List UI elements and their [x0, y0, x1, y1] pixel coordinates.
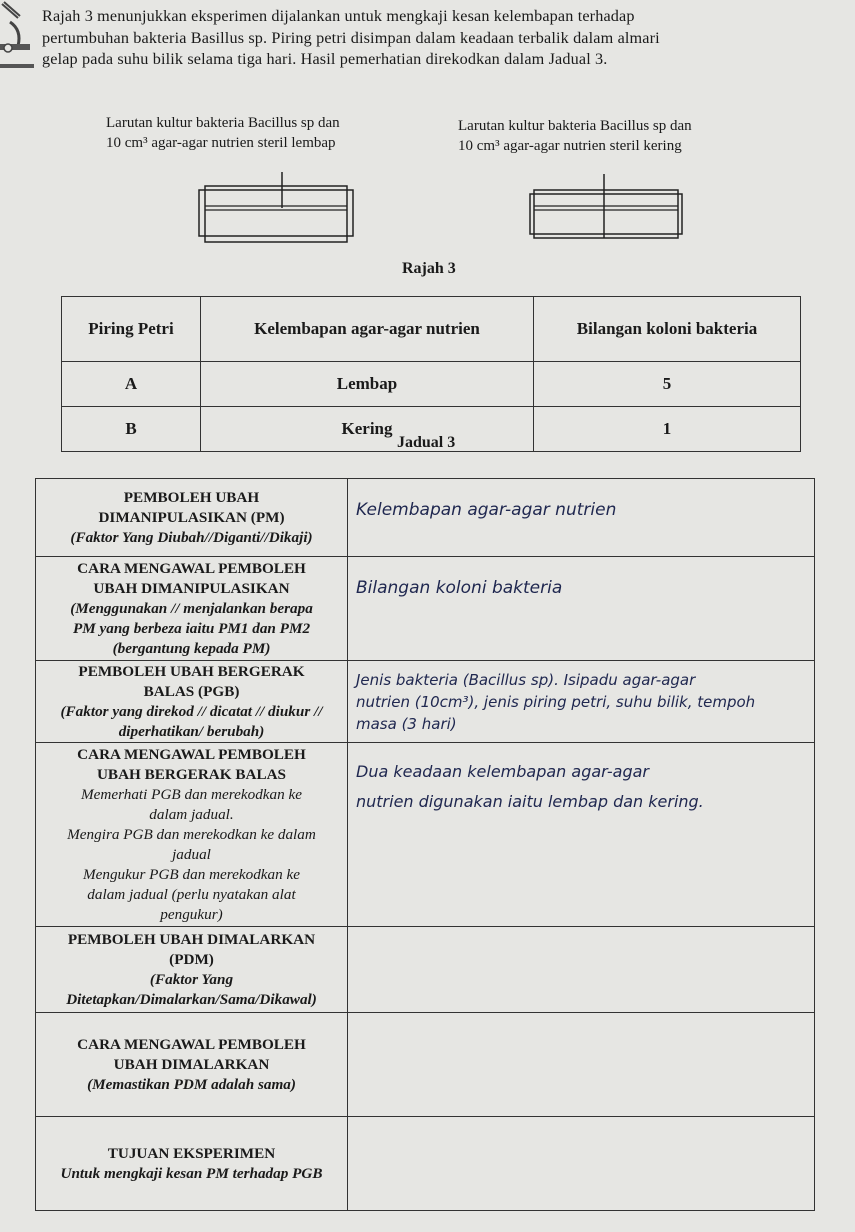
pm-method-answer[interactable]: Bilangan koloni bakteria — [348, 557, 815, 661]
pdm-method-label: CARA MENGAWAL PEMBOLEH UBAH DIMALARKAN (Memastikan PDM adalah sama) — [36, 1013, 348, 1117]
petri-dish-a-icon — [196, 168, 356, 246]
intro-line: pertumbuhan bakteria Basillus sp. Piring petri disimpan dalam keadaan terbalik dalam almari — [42, 28, 660, 47]
table-cell: A — [62, 362, 201, 407]
figure-title: Rajah 3 — [402, 260, 456, 277]
results-table — [61, 296, 801, 452]
pdm-answer[interactable] — [348, 927, 815, 1013]
intro-paragraph — [42, 6, 832, 71]
table-row — [62, 362, 801, 407]
table-row — [36, 1117, 815, 1211]
pgb-method-label: CARA MENGAWAL PEMBOLEH UBAH BERGERAK BALAS Memerhati PGB dan merekodkan ke dalam jadual. Mengira PGB dan merekodkan ke dalam jadual Mengukur PGB dan merekodkan ke dalam jadual (perlu nyatakan alat pengukur) — [36, 743, 348, 927]
intro-line: gelap pada suhu bilik selama tiga hari. Hasil pemerhatian direkodkan dalam Jadual 3. — [42, 50, 608, 68]
pm-answer[interactable]: Kelembapan agar-agar nutrien — [348, 479, 815, 557]
table-row — [36, 927, 815, 1013]
pdm-method-answer[interactable] — [348, 1013, 815, 1117]
table-cell: Lembap — [201, 362, 534, 407]
table-row — [36, 557, 815, 661]
table-row — [36, 661, 815, 743]
aim-answer[interactable] — [348, 1117, 815, 1211]
table-row — [36, 743, 815, 927]
pm-label: PEMBOLEH UBAH DIMANIPULASIKAN (PM) (Faktor Yang Diubah//Diganti//Dikaji) — [36, 479, 348, 557]
left-dish-caption: Larutan kultur bakteria Bacillus sp dan 10 cm³ agar-agar nutrien steril lembap — [106, 115, 340, 151]
table-header-row — [62, 297, 801, 362]
pdm-label: PEMBOLEH UBAH DIMALARKAN (PDM) (Faktor Yang Ditetapkan/Dimalarkan/Sama/Dikawal) — [36, 927, 348, 1013]
microscope-logo-icon — [0, 0, 36, 80]
pgb-answer[interactable]: Jenis bakteria (Bacillus sp). Isipadu agar-agar nutrien (10cm³), jenis piring petri, suhu bilik, tempoh masa (3 hari) — [348, 661, 815, 743]
header-cell: Kelembapan agar-agar nutrien — [201, 297, 534, 362]
header-cell: Bilangan koloni bakteria — [534, 297, 801, 362]
table-caption: Jadual 3 — [397, 434, 456, 451]
table-row — [36, 479, 815, 557]
pm-method-label: CARA MENGAWAL PEMBOLEH UBAH DIMANIPULASIKAN (Menggunakan // menjalankan berapa PM yang berbeza iaitu PM1 dan PM2 (bergantung kepada PM) — [36, 557, 348, 661]
pgb-method-answer[interactable]: Dua keadaan kelembapan agar-agar nutrien digunakan iaitu lembap dan kering. — [348, 743, 815, 927]
header-cell: Piring Petri — [62, 297, 201, 362]
table-cell: 5 — [534, 362, 801, 407]
variables-table — [35, 478, 815, 1211]
petri-dish-b-icon — [528, 172, 688, 244]
table-cell: Kering — [201, 407, 534, 452]
right-dish-caption: Larutan kultur bakteria Bacillus sp dan 10 cm³ agar-agar nutrien steril kering — [458, 118, 692, 154]
pgb-label: PEMBOLEH UBAH BERGERAK BALAS (PGB) (Faktor yang direkod // dicatat // diukur // diperhatikan/ berubah) — [36, 661, 348, 743]
table-cell: B — [62, 407, 201, 452]
intro-line: Rajah 3 menunjukkan eksperimen dijalankan untuk mengkaji kesan kelembapan terhadap — [42, 7, 635, 25]
aim-label: TUJUAN EKSPERIMEN Untuk mengkaji kesan PM terhadap PGB — [36, 1117, 348, 1211]
table-cell: 1 — [534, 407, 801, 452]
table-row — [36, 1013, 815, 1117]
